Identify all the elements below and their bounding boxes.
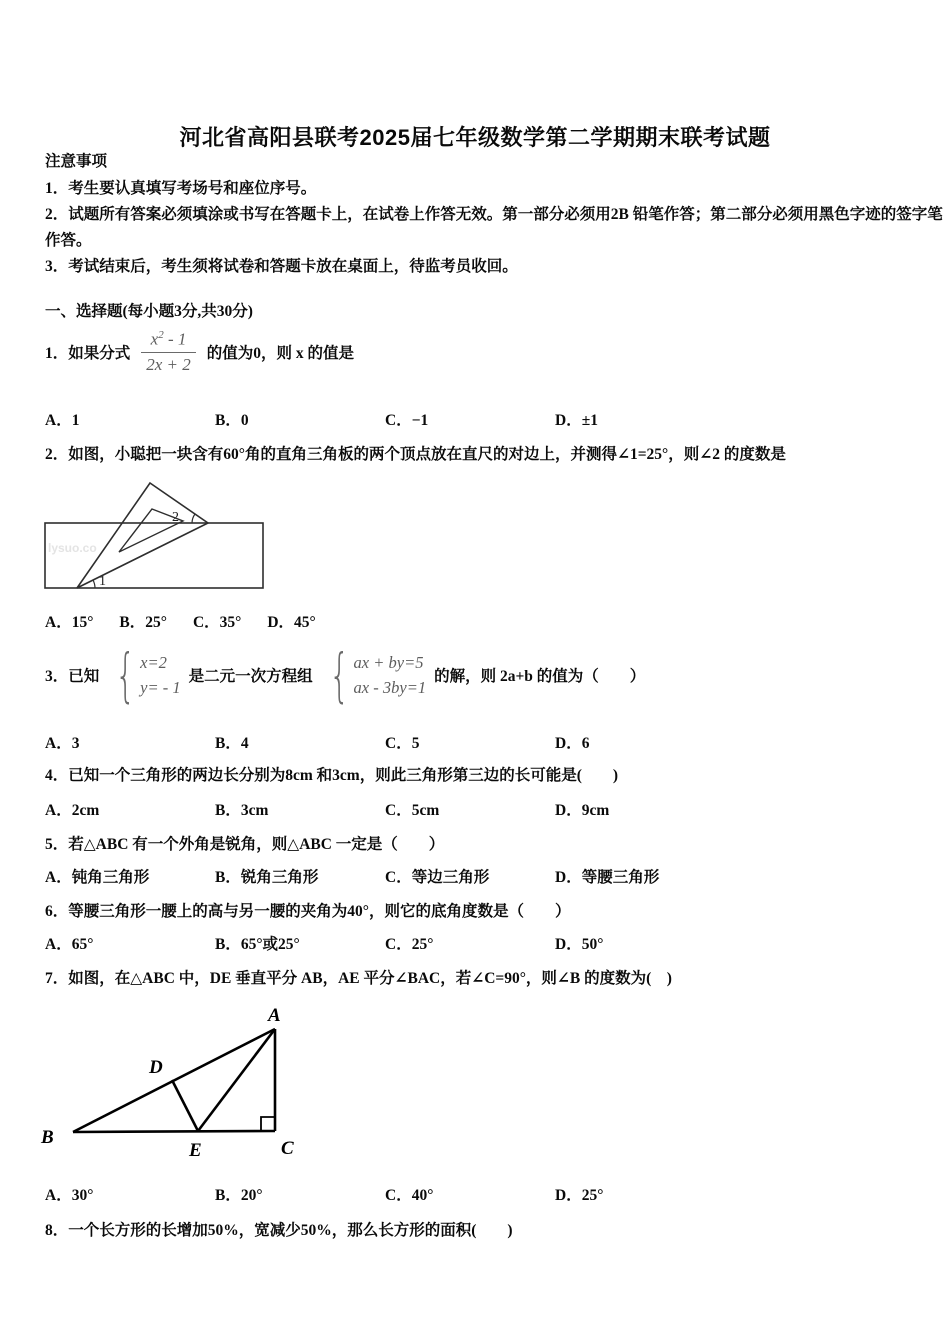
side-ba [73, 1029, 275, 1132]
set-square-outer-outline [77, 483, 208, 588]
q6-options [45, 932, 603, 954]
question-8-text: 8．一个长方形的长增加50%，宽减少50%，那么长方形的面积( ) [45, 1222, 513, 1239]
bisector-ae [198, 1029, 275, 1131]
q1-pre: 1．如果分式 [45, 345, 131, 362]
q3-option-d: D．6 [555, 735, 590, 752]
q1-fraction-numerator: $x^2 - 1$ [150, 329, 187, 349]
q5-option-c: C．等边三角形 [385, 869, 490, 886]
question-2-text: 2．如图，小聪把一块含有60°角的直角三角板的两个顶点放在直尺的对边上，并测得∠1=25°，则∠2 的度数是 [45, 446, 786, 463]
question-4-text: 4．已知一个三角形的两边长分别为8cm 和3cm，则此三角形第三边的长可能是( ) [45, 767, 619, 784]
vertex-label-a: A [268, 1005, 281, 1026]
question-7-text: 7．如图，在△ABC 中，DE 垂直平分 AB，AE 平分∠BAC，若∠C=90°，则∠B 的度数为( ) [45, 970, 672, 987]
q2-options [45, 610, 316, 632]
q4-option-a: A．2cm [45, 802, 100, 819]
q5-options [45, 865, 659, 887]
right-angle-mark [261, 1117, 275, 1131]
question-6-text: 6．等腰三角形一腰上的高与另一腰的夹角为40°，则它的底角度数是（ ） [45, 903, 571, 920]
q4-options [45, 798, 609, 820]
q7-option-d: D．25° [555, 1187, 604, 1204]
q1-post: 的值为0，则 x 的值是 [206, 345, 355, 362]
q4-option-b: B．3cm [215, 802, 269, 819]
angle-2-label: 2 [172, 510, 179, 525]
q3-system-1 [107, 641, 181, 709]
angle-2-arc [192, 514, 195, 523]
angle-1-label: 1 [99, 574, 106, 589]
q2-option-d: D．45° [267, 614, 316, 631]
q1-option-b: B．0 [215, 412, 249, 429]
segment-de [172, 1080, 198, 1131]
notice-item-1: 1．考生要认真填写考场号和座位序号。 [45, 180, 317, 197]
q1-fraction [141, 329, 196, 375]
q3-options [45, 731, 589, 753]
q3-sys1-eq1: x=2 [140, 653, 167, 672]
q1-option-c: C．−1 [385, 412, 429, 429]
q7-option-a: A．30° [45, 1187, 94, 1204]
page-title: 河北省高阳县联考2025届七年级数学第二学期期末联考试题 [179, 124, 771, 150]
q1-options [45, 408, 598, 430]
q7-figure-triangle [0, 1003, 360, 1171]
q4-option-c: C．5cm [385, 802, 440, 819]
q6-option-b: B．65°或25° [215, 936, 300, 953]
q2-figure-ruler-setsquare [0, 470, 300, 605]
notice-item-2: 2．试题所有答案必须填涂或书写在答题卡上，在试卷上作答无效。第一部分必须用2B 铅笔作答；第二部分必须用黑色字迹的签字笔作答。 [45, 206, 943, 249]
left-brace: { [328, 641, 350, 709]
notice-heading: 注意事项 [45, 153, 108, 170]
vertex-label-e: E [189, 1140, 202, 1161]
left-brace: { [115, 641, 136, 709]
q5-option-d: D．等腰三角形 [555, 869, 660, 886]
question-5-text: 5．若△ABC 有一个外角是锐角，则△ABC 一定是（ ） [45, 836, 445, 853]
q1-fraction-denominator: 2x + 2 [141, 352, 196, 375]
q3-sys1-eq2: y= - 1 [140, 678, 181, 697]
q2-option-a: A．15° [45, 614, 94, 631]
q1-option-d: D．±1 [555, 412, 598, 429]
ruler-outline [45, 523, 263, 588]
q5-option-b: B．锐角三角形 [215, 869, 319, 886]
question-1-text [45, 324, 354, 380]
vertex-label-c: C [281, 1138, 294, 1159]
q3-pre: 3．已知 [45, 668, 100, 685]
q6-option-c: C．25° [385, 936, 434, 953]
angle-1-arc [93, 580, 95, 588]
section-heading: 一、选择题(每小题3分,共30分) [45, 303, 253, 320]
q3-system-2 [321, 641, 427, 709]
side-bc [73, 1131, 275, 1132]
q5-option-a: A．钝角三角形 [45, 869, 150, 886]
q3-sys2-eq1: ax + by=5 [353, 653, 424, 672]
q2-option-c: C．35° [192, 614, 242, 631]
q2-option-b: B．25° [119, 614, 167, 631]
q6-option-d: D．50° [555, 936, 604, 953]
watermark-text: lysuo.co [48, 541, 97, 555]
q3-option-a: A．3 [45, 735, 80, 752]
q7-option-b: B．20° [215, 1187, 263, 1204]
q3-sys2-eq2: ax - 3by=1 [353, 678, 427, 697]
vertex-label-d: D [149, 1057, 163, 1078]
q1-option-a: A．1 [45, 412, 80, 429]
vertex-label-b: B [41, 1127, 54, 1148]
q3-option-c: C．5 [385, 735, 420, 752]
q3-mid: 是二元一次方程组 [188, 668, 313, 685]
q6-option-a: A．65° [45, 936, 94, 953]
q3-post: 的解，则 2a+b 的值为（ ） [434, 668, 646, 685]
q3-option-b: B．4 [215, 735, 249, 752]
q7-options [45, 1183, 603, 1205]
q7-option-c: C．40° [385, 1187, 434, 1204]
notice-item-3: 3．考试结束后，考生须将试卷和答题卡放在桌面上，待监考员收回。 [45, 258, 518, 275]
q4-option-d: D．9cm [555, 802, 610, 819]
question-3-text [45, 642, 645, 708]
